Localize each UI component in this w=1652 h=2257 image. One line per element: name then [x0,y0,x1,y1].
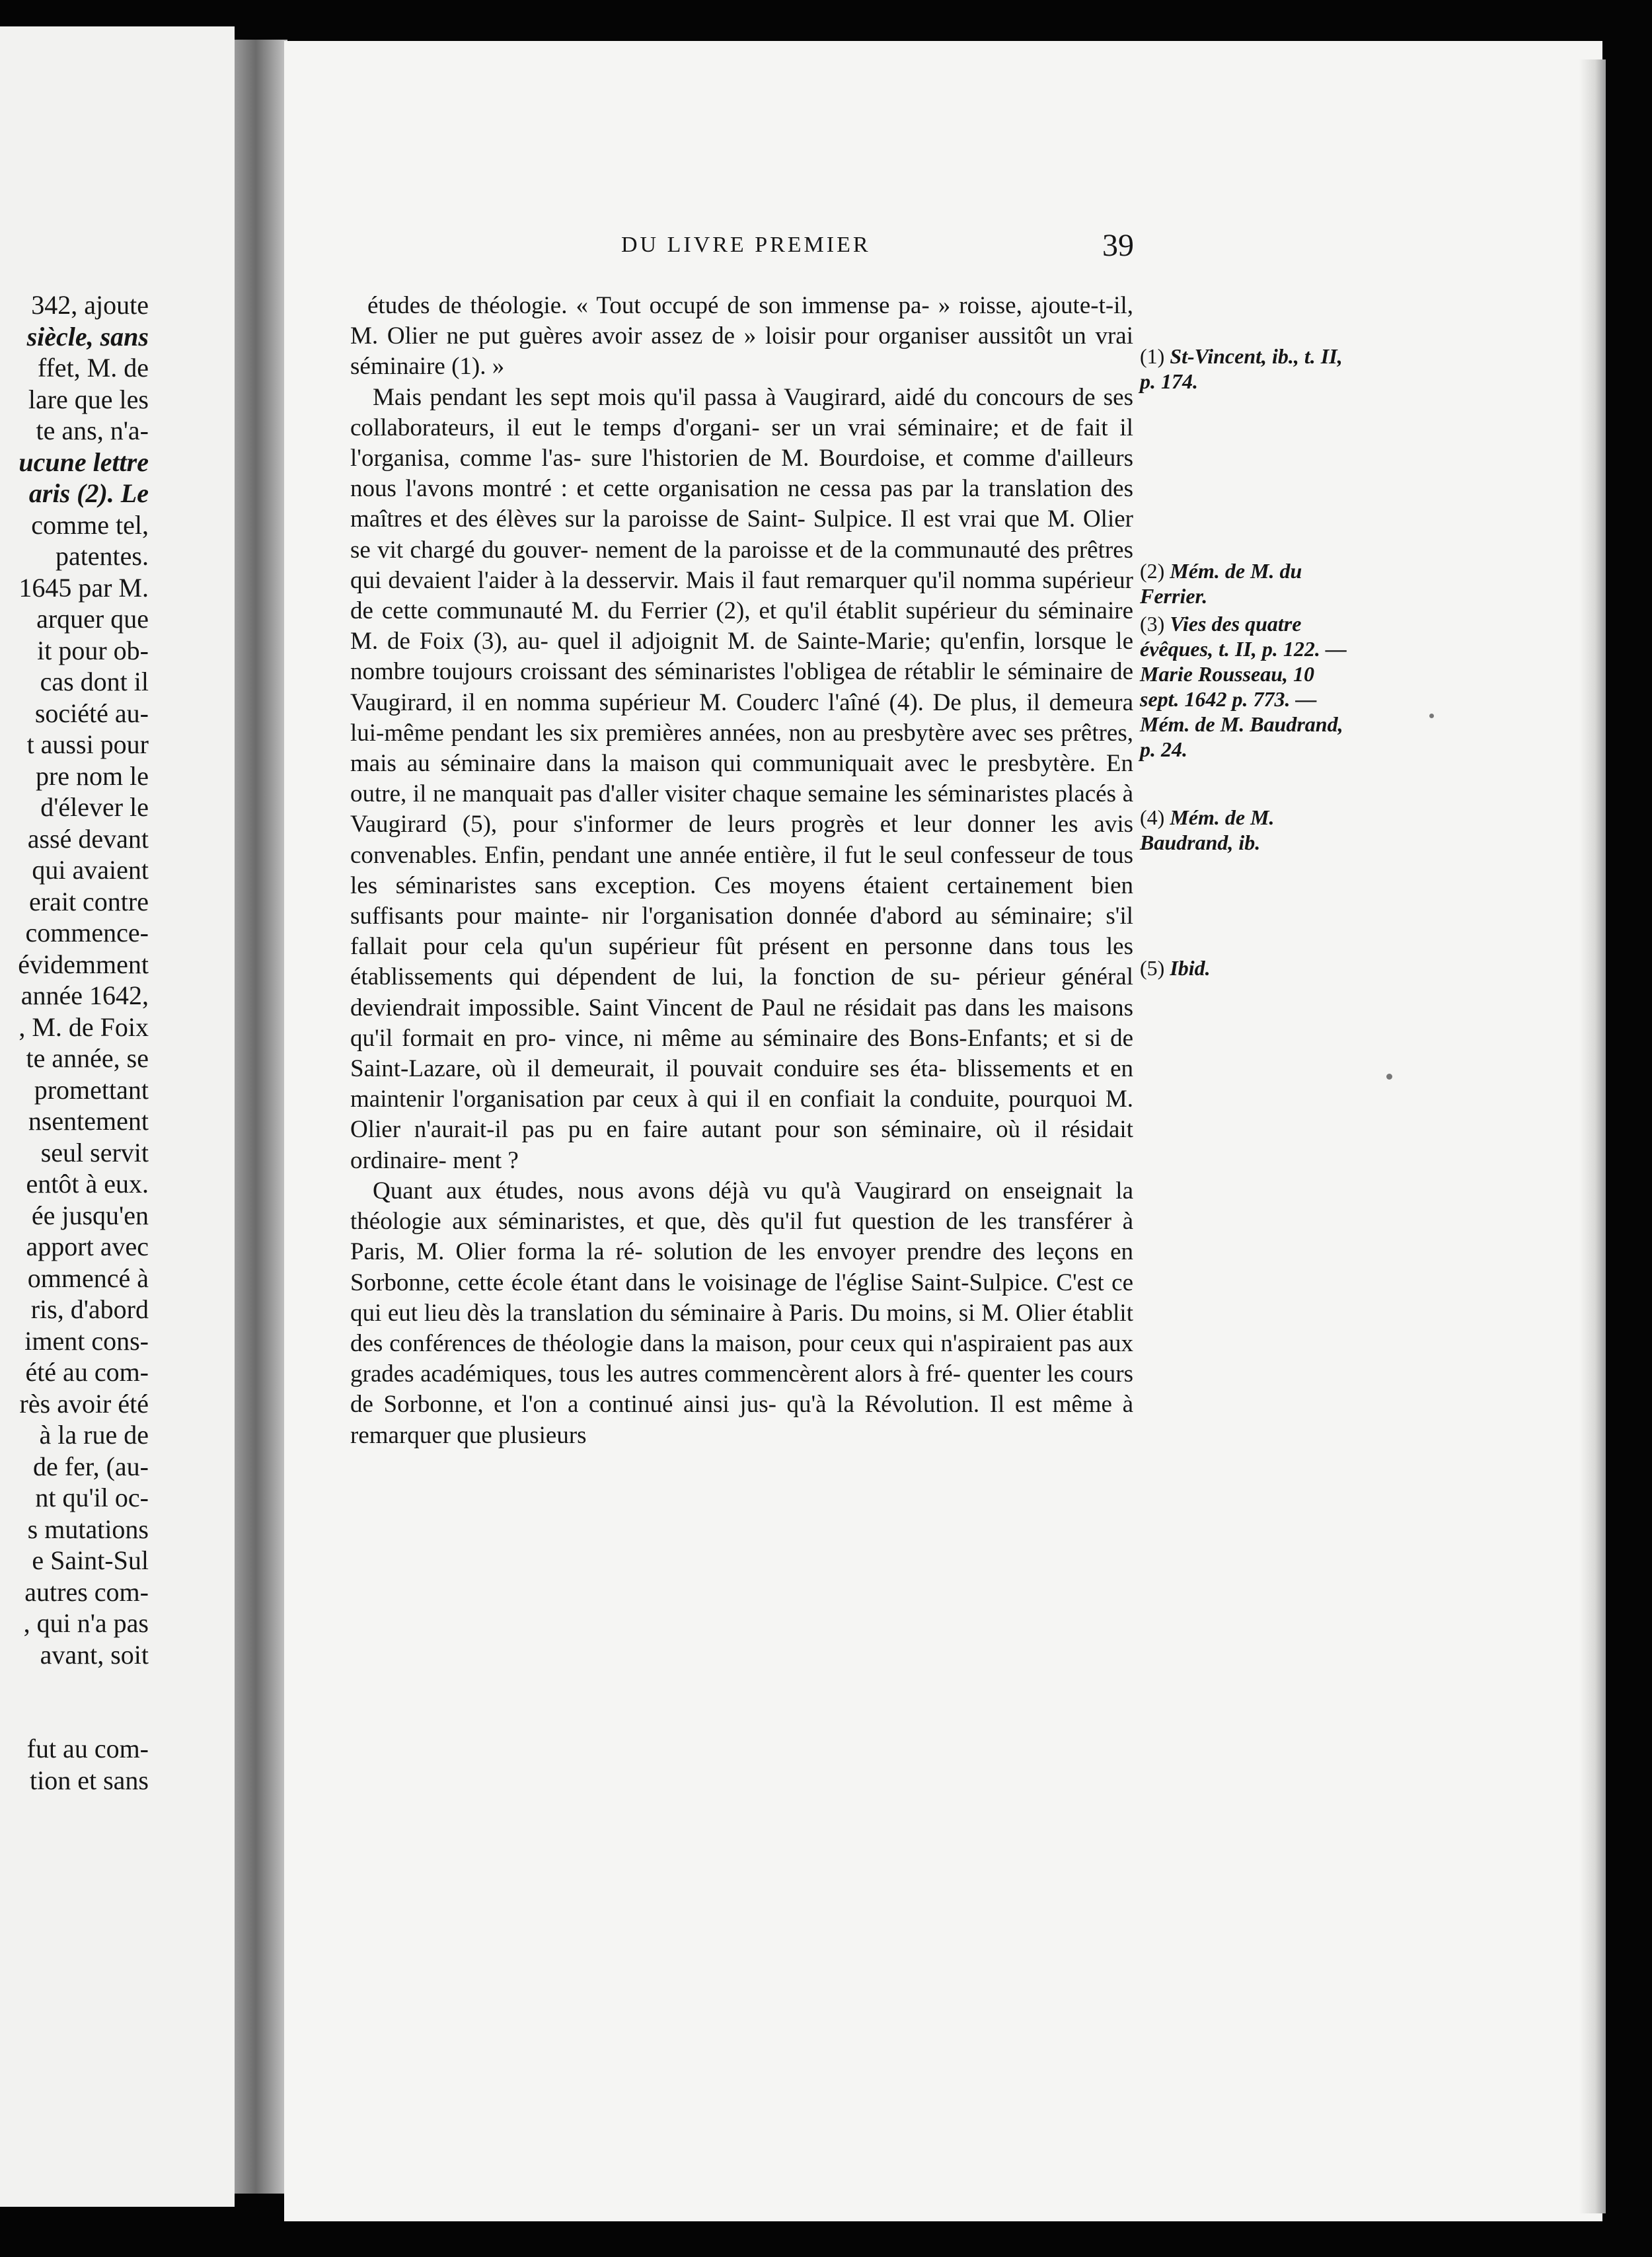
left-page-line: ée jusqu'en [31,1200,149,1230]
paper-speck [1386,1074,1392,1080]
note-text: Vies des quatre évêques, t. II, p. 122. — Marie Rousseau, 10 sept. 1642 p. 773. — Mém. de M. Baudrand, p. 24. [1140,612,1347,761]
note-text: Mém. de M. du Ferrier. [1140,559,1302,608]
note-number: (2) [1140,559,1165,583]
left-page-line: commence- [25,918,149,947]
left-page-line: qui avaient [32,855,149,885]
left-page-line: apport avec [26,1232,149,1261]
left-page-line: , M. de Foix [19,1012,149,1042]
note-number: (5) [1140,956,1165,980]
note-number: (4) [1140,805,1165,829]
note-text: Mém. de M. Baudrand, ib. [1140,805,1275,854]
left-page-line: ommencé à [27,1263,149,1293]
left-page-line: été au com- [25,1357,149,1387]
left-page-line: t aussi pour [26,729,149,759]
left-page-line: promettant [34,1074,149,1105]
left-page-line: ris, d'abord [30,1294,149,1324]
left-page-line: société au- [34,698,149,728]
left-page-line: nsentement [28,1106,149,1136]
left-page-line: cas dont il [40,667,149,696]
paragraph-1: études de théologie. « Tout occupé de son immense pa- » roisse, ajoute-t-il, M. Olier ne put guères avoir assez de » loisir pour organiser aussitôt un vrai séminaire (1). » [350,292,1133,381]
page-edge-shadow [1579,59,1606,2213]
left-page-line: 1645 par M. [19,572,149,603]
note-number: (3) [1140,612,1165,636]
paragraph-3: Quant aux études, nous avons déjà vu qu'à Vaugirard on enseignait la théologie aux séminaristes, et que, dès qu'il fut question de les transférer à Paris, M. Olier forma la ré- solution de les envoyer prendre des leçons en Sorbonne, cette école étant dans le voisinage de l'église Saint-Sulpice. C'est ce qui eut lieu dès la translation du séminaire à Paris. Du moins, si M. Olier établit des conférences de théologie dans la maison, pour ceux qui n'aspiraient pas aux grades académiques, tous les autres commencèrent alors à fré- quenter les cours de Sorbonne, et l'on a continué ainsi jus- qu'à la Révolution. Il est même à remarquer que plusieurs [350,1177,1133,1449]
margin-note-2 [1140,558,1358,609]
page-header [0,228,1652,266]
left-page-line: d'élever le [40,792,149,822]
margin-note-4 [1140,805,1358,855]
left-page-line: assé devant [27,823,149,854]
left-page-line: patentes. [55,541,149,571]
left-page-line: avant, soit [40,1639,149,1670]
margin-note-1 [1140,344,1358,394]
left-page-line: iment cons- [24,1325,149,1356]
note-text: St-Vincent, ib., t. II, p. 174. [1140,344,1343,393]
left-page-line: 342, ajoute [31,290,149,320]
left-page-line: comme tel, [31,509,149,540]
left-page-line: erait contre [29,886,149,916]
left-page-line: , qui n'a pas [23,1608,149,1638]
left-page-line: lare que les [28,384,149,414]
left-page-line: autres com- [24,1576,149,1607]
page-number: 39 [1102,228,1134,263]
paper-speck [1429,714,1434,718]
left-page-line: te ans, n'a- [36,416,149,445]
margin-note-5 [1140,955,1358,980]
left-page-line: aris (2). Le [28,478,149,508]
left-page-line: pre nom le [35,760,149,791]
running-head: DU LIVRE PREMIER [621,233,871,257]
left-page-line: nt qu'il oc- [35,1483,149,1512]
note-text: Ibid. [1170,956,1211,980]
note-number: (1) [1140,344,1165,368]
book-gutter [235,40,287,2194]
left-page-line: seul servit [40,1137,149,1167]
left-page-fragment [0,26,235,2207]
left-page-line: it pour ob- [37,635,149,665]
margin-note-3 [1140,611,1358,762]
left-page-line: tion et sans [30,1765,149,1795]
left-page-line: siècle, sans [26,321,149,352]
left-page-line: ucune lettre [19,447,149,477]
main-text-column [350,291,1133,1451]
left-page-line: s mutations [27,1514,149,1544]
left-page-line: te année, se [26,1043,149,1073]
left-page-line: arquer que [36,604,149,634]
left-page-line: à la rue de [39,1420,149,1450]
left-page-line [0,1670,149,1702]
left-page-line: ffet, M. de [37,353,149,383]
paragraph-2: Mais pendant les sept mois qu'il passa à Vaugirard, aidé du concours de ses collaborateurs, il eut le temps d'organi- ser un vrai séminaire; et de fait il l'organisa, comme l'as- sure l'historien de M. Bourdoise, et comme d'ailleurs nous l'avons montré : et cette organisation ne cessa pas par la translation des maîtres et des élèves sur la paroisse de Saint- Sulpice. Il est vrai que M. Olier se vit chargé du gouver- nement de la paroisse et de la communauté des prêtres qui devaient l'aider à la desservir. Mais il faut remarquer qu'il nomma supérieur de cette communauté M. du Ferrier (2), et qu'il établit supérieur du séminaire M. de Foix (3), au- quel il adjoignit M. de Sainte-Marie; qu'enfin, lorsque le nombre toujours croissant des séminaristes l'obligea de rétablir le séminaire de Vaugirard, il en nomma supérieur M. Couderc l'aîné (4). De plus, il demeura lui-même pendant les six premières années, non au presbytère avec ses prêtres, mais au séminaire dans la maison qui communiquait avec le presbytère. En outre, il ne manquait pas d'aller visiter chaque semaine les séminaristes placés à Vaugirard (5), pour s'informer de leurs progrès et leur donner les avis convenables. Enfin, pendant une année entière, il fut le seul confesseur de tous les séminaristes sans exception. Ces moyens étaient certainement bien suffisants pour mainte- nir l'organisation donnée d'abord au séminaire; s'il fallait pour cela qu'un supérieur fût présent en personne dans tous les établissements qui dépendent de lui, la fonction de su- périeur général deviendrait impossible. Saint Vincent de Paul ne résidait pas dans les maisons qu'il formait en pro- vince, ni même au séminaire des Bons-Enfants; et si de Saint-Lazare, où il demeurait, il pouvait conduire ses éta- blissements et en maintenir l'organisation par ceux à qui il en confiait la conduite, pourquoi M. Olier n'aurait-il pas pu en faire autant pour son séminaire, où il résidait ordinaire- ment ? [350,383,1133,1174]
left-page-line: de fer, (au- [33,1451,149,1481]
left-page-line: fut au com- [26,1734,149,1763]
left-page-line [0,1702,149,1734]
left-page-line: rès avoir été [19,1388,149,1419]
left-page-line: année 1642, [20,980,149,1010]
left-page-lines [0,289,149,1796]
left-page-line: évidemment [18,949,149,979]
left-page-line: entôt à eux. [26,1169,149,1199]
left-page-line: e Saint-Sul [32,1545,149,1575]
